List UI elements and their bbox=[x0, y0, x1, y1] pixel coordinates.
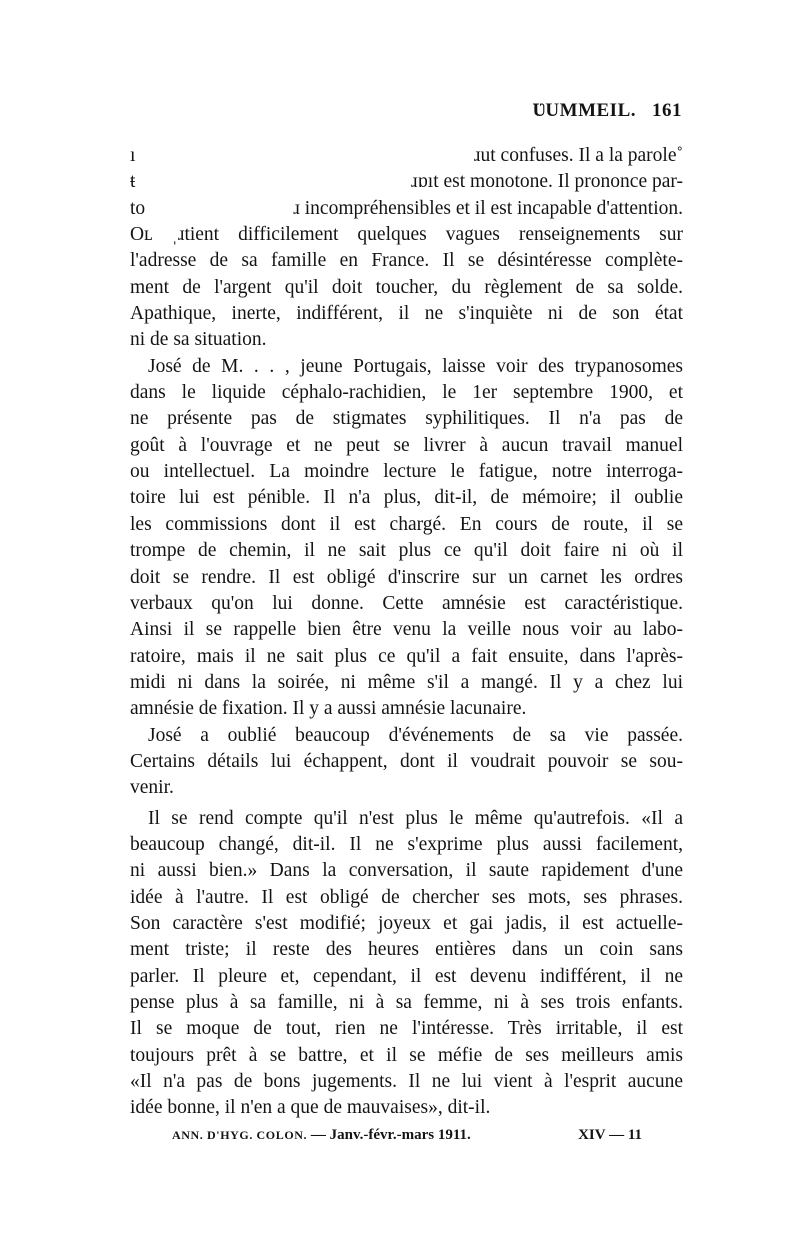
damaged-line-fragment-right: ɹut confuses. Il a la parole˚ bbox=[474, 145, 683, 166]
damaged-line-fragment-left: ŧ bbox=[130, 171, 136, 193]
footer-signature: XIV — 11 bbox=[578, 1127, 642, 1143]
text-line: venir. bbox=[130, 777, 174, 799]
running-title: ƲUMMEIL. bbox=[532, 100, 636, 121]
page-number: 161 bbox=[652, 100, 682, 121]
text-line: midi ni dans la soirée, ni même s'il a mangé. Il y a chez lui bbox=[130, 671, 683, 693]
text-line: verbaux qu'on lui donne. Cette amnésie est caractéristique. bbox=[130, 592, 683, 614]
text-line: idée à l'autre. Il est obligé de chercher ses mots, ses phrases. bbox=[130, 886, 683, 908]
text-line: goût à l'ouvrage et ne peut se livrer à aucun travail manuel bbox=[130, 434, 683, 456]
damaged-line-2 bbox=[130, 169, 683, 195]
text-line: José de M. . . , jeune Portugais, laisse voir des trypanosomes bbox=[148, 355, 683, 377]
damaged-line-fragment-right: ɹ incompréhensibles et il est incapable d'attention. bbox=[293, 197, 683, 219]
footer-date: Janv.-févr.-mars 1911. bbox=[329, 1127, 471, 1143]
text-line: ne présente pas de stigmates syphilitiques. Il n'a pas de bbox=[130, 408, 683, 430]
text-line: «Il n'a pas de bons jugements. Il ne lui vient à l'esprit aucune bbox=[130, 1071, 683, 1093]
text-line: amnésie de fixation. Il y a aussi amnésie lacunaire. bbox=[130, 698, 527, 720]
text-line: toujours prêt à se battre, et il se méfie de ses meilleurs amis bbox=[130, 1044, 683, 1066]
text-line: ni aussi bien.» Dans la conversation, il saute rapidement d'une bbox=[130, 860, 683, 882]
text-line: Son caractère s'est modifié; joyeux et gai jadis, il est actuelle- bbox=[130, 912, 683, 934]
text-line: dans le liquide céphalo-rachidien, le 1er septembre 1900, et bbox=[130, 382, 683, 404]
text-line: ratoire, mais il ne sait plus ce qu'il a fait ensuite, dans l'après- bbox=[130, 645, 683, 667]
damaged-line-1 bbox=[130, 143, 683, 169]
text-line: parler. Il pleure et, cependant, il est devenu indifférent, il ne bbox=[130, 965, 683, 987]
damaged-line-fragment-right: ɹɒıt est monotone. Il prononce par- bbox=[411, 171, 683, 193]
text-line: ment de l'argent qu'il doit toucher, du règlement de sa solde. bbox=[130, 276, 683, 298]
footer-journal: ANN. D'HYG. COLON. bbox=[172, 1128, 308, 1142]
text-line: les commissions dont il est chargé. En cours de route, il se bbox=[130, 513, 683, 535]
text-line: Il se moque de tout, rien ne l'intéresse. Très irritable, il est bbox=[130, 1018, 683, 1040]
damaged-line-3 bbox=[130, 196, 683, 222]
running-head bbox=[533, 100, 682, 122]
text-line: Oʟ ˌɹtient difficilement quelques vagues renseignements sur bbox=[130, 224, 683, 246]
body-text bbox=[130, 143, 683, 1122]
text-line: ment triste; il reste des heures entières dans un coin sans bbox=[130, 939, 683, 961]
text-line: trompe de chemin, il ne sait plus ce qu'il doit faire ni où il bbox=[130, 540, 683, 562]
text-line: toire lui est pénible. Il n'a plus, dit-il, de mémoire; il oublie bbox=[130, 487, 683, 509]
text-line: idée bonne, il n'en a que de mauvaises», dit-il. bbox=[130, 1097, 491, 1119]
text-line: José a oublié beaucoup d'événements de sa vie passée. bbox=[148, 724, 683, 746]
damaged-line-fragment-left: ı bbox=[130, 145, 136, 166]
text-line: ni de sa situation. bbox=[130, 329, 267, 351]
text-line: pense plus à sa famille, ni à sa femme, ni à ses trois enfants. bbox=[130, 992, 683, 1013]
text-line: Ainsi il se rappelle bien être venu la veille nous voir au labo- bbox=[130, 619, 683, 641]
footer-dash: — bbox=[310, 1127, 326, 1143]
text-line: Apathique, inerte, indifférent, il ne s'inquiète ni de son état bbox=[130, 303, 683, 325]
footer-citation bbox=[172, 1127, 471, 1144]
text-line: Certains détails lui échappent, dont il voudrait pouvoir se sou- bbox=[130, 750, 683, 772]
text-line: ou intellectuel. La moindre lecture le fatigue, notre interroga- bbox=[130, 461, 683, 483]
text-line: doit se rendre. Il est obligé d'inscrire sur un carnet les ordres bbox=[130, 566, 683, 588]
text-line: Il se rend compte qu'il n'est plus le même qu'autrefois. «Il a bbox=[148, 807, 683, 829]
text-line: l'adresse de sa famille en France. Il se désintéresse complète- bbox=[130, 250, 683, 272]
text-line: beaucoup changé, dit-il. Il ne s'exprime plus aussi facilement, bbox=[130, 833, 683, 855]
damaged-line-fragment-left: to bbox=[130, 197, 146, 219]
